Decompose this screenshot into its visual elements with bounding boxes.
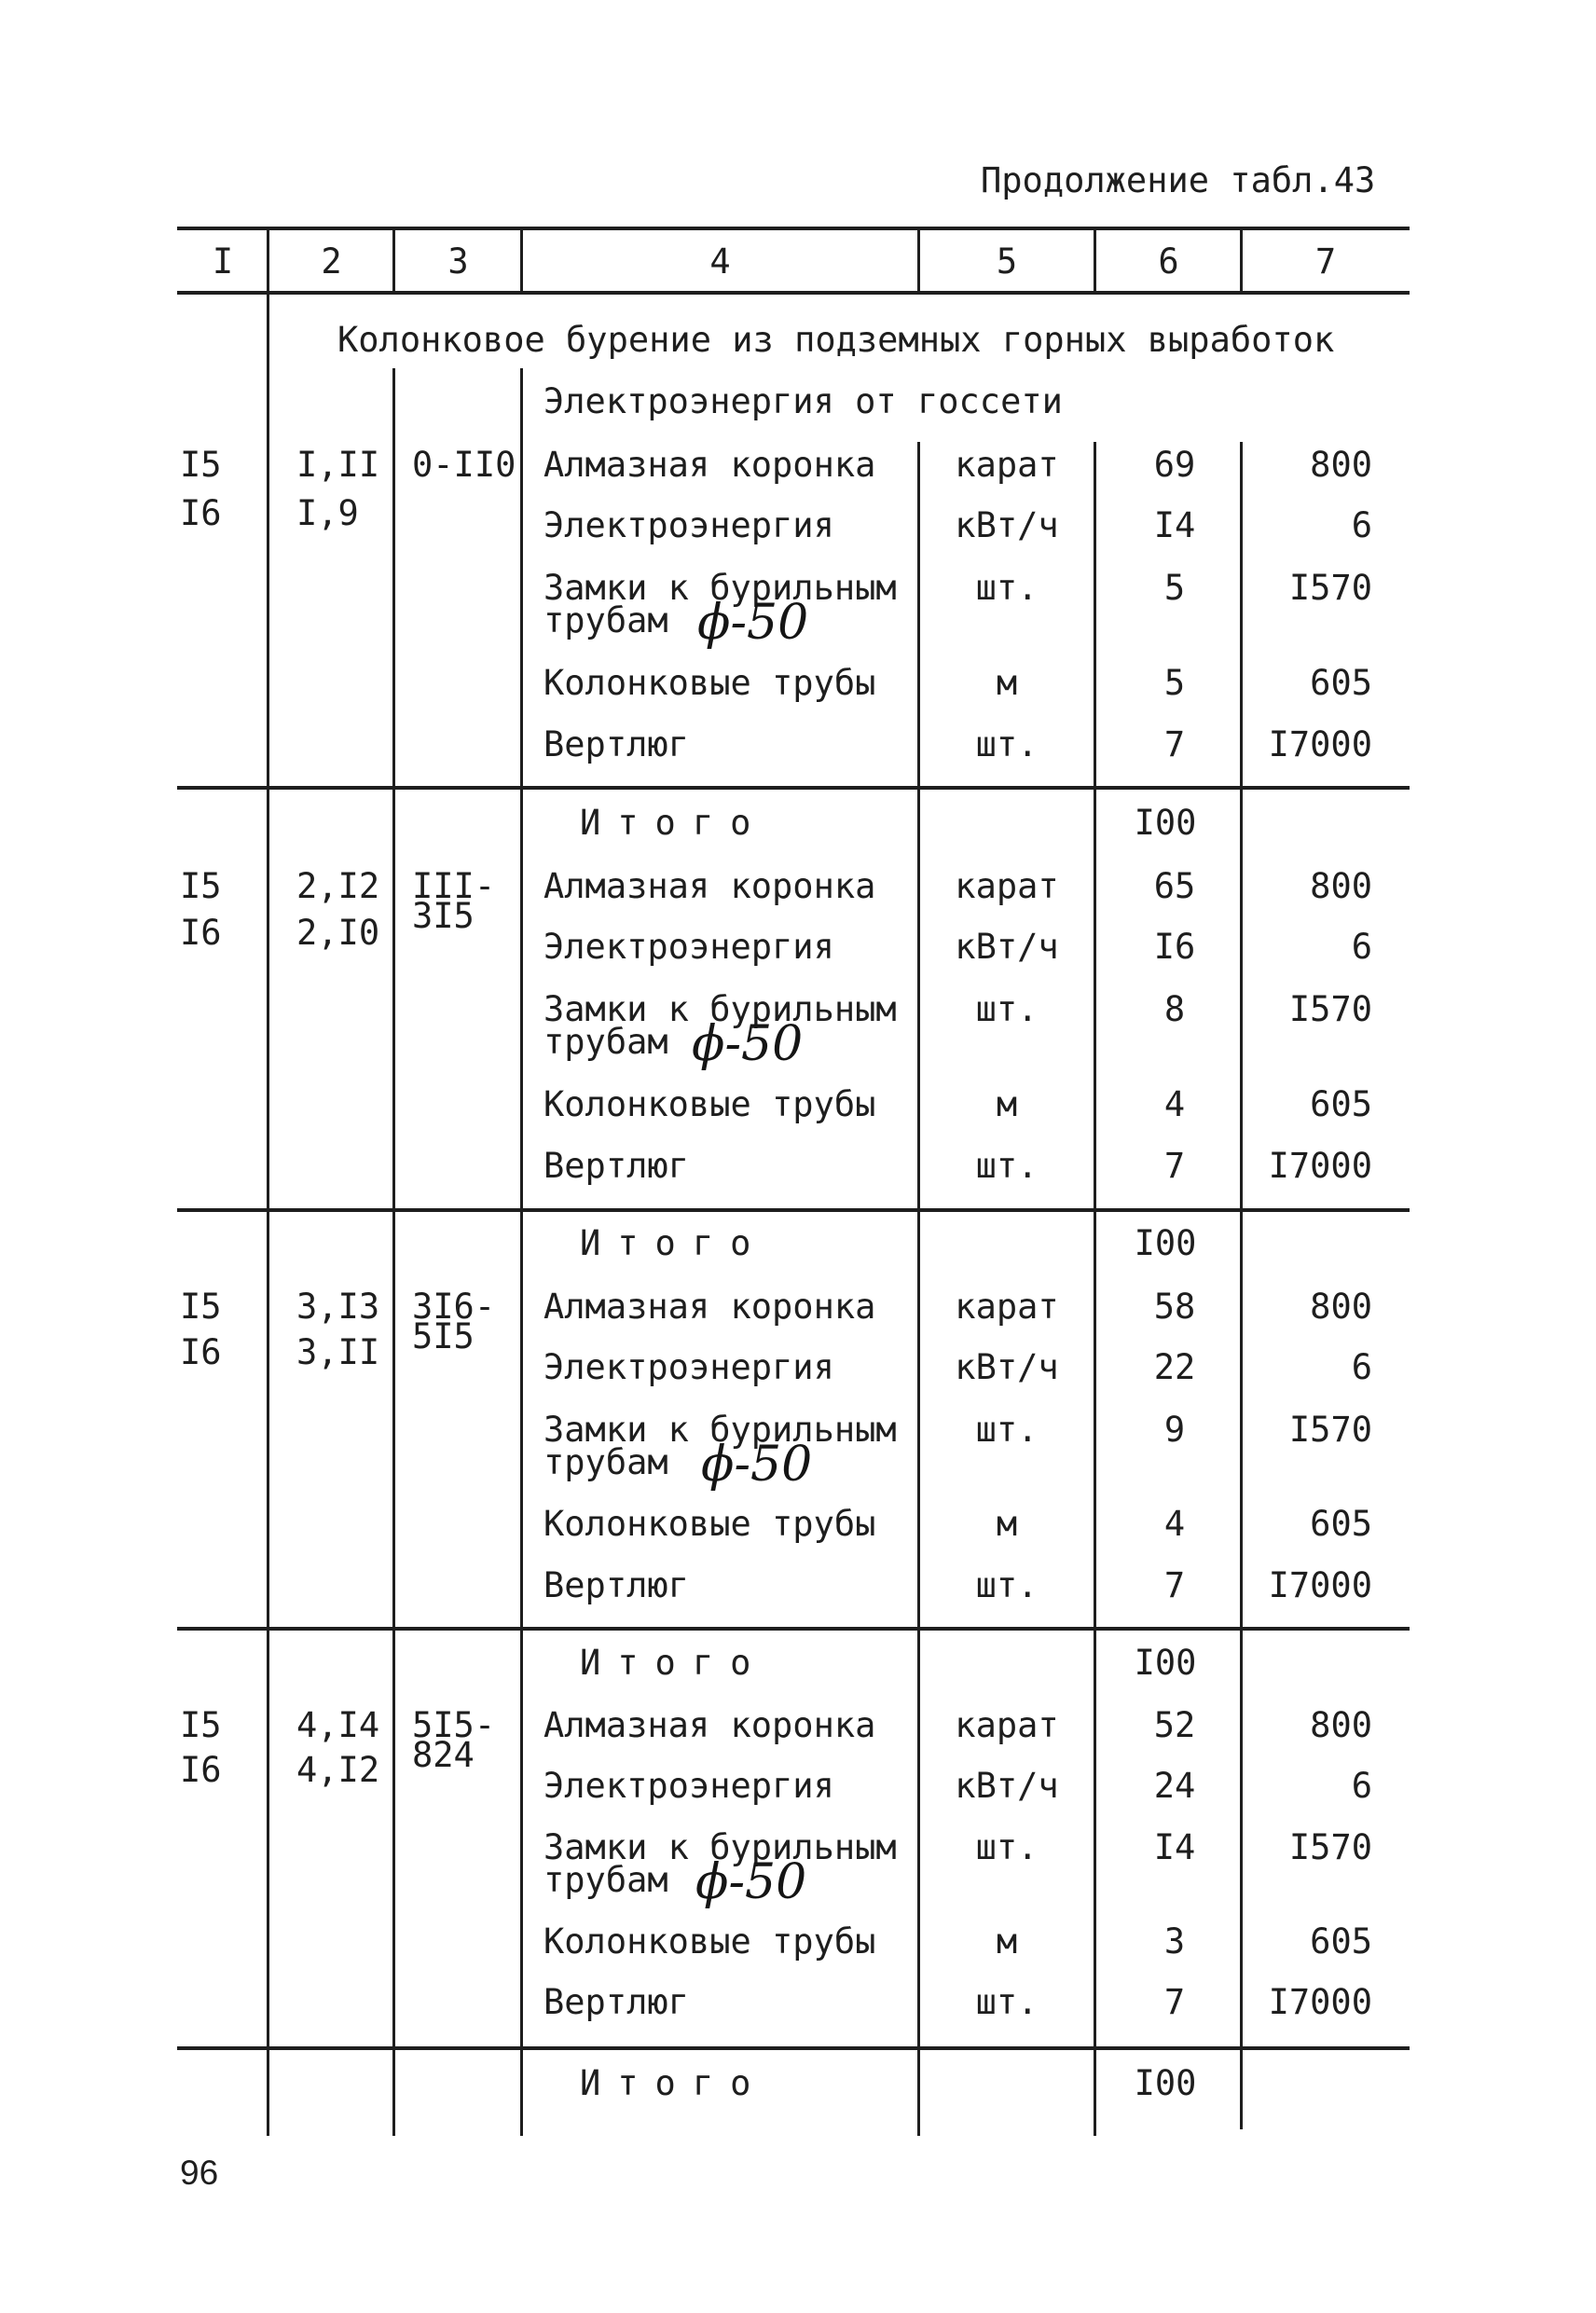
row-qty: 5 <box>1163 568 1186 608</box>
row-unit: кВт/ч <box>955 505 1059 545</box>
row-name: Вертлюг <box>543 1146 689 1186</box>
row-qty: 4 <box>1163 1504 1186 1544</box>
row-unit: шт. <box>975 1982 1039 2022</box>
row-unit: кВт/ч <box>955 1347 1059 1387</box>
row-unit: кВт/ч <box>955 1766 1059 1806</box>
row-qty: I4 <box>1153 505 1196 545</box>
column-header-4: 4 <box>709 241 731 282</box>
row-name: Вертлюг <box>543 724 689 764</box>
row-qty: 3 <box>1163 1921 1186 1962</box>
row-price: I7000 <box>1268 1146 1372 1186</box>
row-unit: шт. <box>975 989 1039 1029</box>
row-name: Замки к бурильным <box>543 989 897 1029</box>
page-number: 96 <box>180 2154 219 2192</box>
row-unit: м <box>996 663 1018 703</box>
row-qty: 65 <box>1153 866 1196 906</box>
row-qty: 7 <box>1163 1565 1186 1605</box>
row-price: 6 <box>1351 1347 1372 1387</box>
total-label: Итого <box>580 1643 768 1683</box>
row-name-cont: трубам <box>543 600 668 640</box>
row-name: Замки к бурильным <box>543 568 897 608</box>
col2-value: I,9 <box>296 493 359 533</box>
row-price: I7000 <box>1268 1565 1372 1605</box>
col3-value: 3I5 <box>412 896 475 936</box>
section-title: Колонковое бурение из подземных горных выработок <box>337 320 1335 360</box>
col1-value: I5 <box>180 1287 222 1327</box>
header-separator <box>392 229 395 291</box>
row-price: 800 <box>1310 866 1372 906</box>
table-caption: Продолжение табл.43 <box>981 160 1376 200</box>
row-name: Электроэнергия <box>543 1766 834 1806</box>
total-value: I00 <box>1134 1643 1197 1683</box>
col1-value: I5 <box>180 445 222 485</box>
row-unit: шт. <box>975 1410 1039 1450</box>
header-separator <box>917 229 920 291</box>
column-header-1: I <box>212 241 234 282</box>
row-name: Электроэнергия <box>543 927 834 967</box>
row-price: 800 <box>1310 1287 1372 1327</box>
handwritten-note: ϕ-50 <box>697 595 809 651</box>
row-unit: шт. <box>975 568 1039 608</box>
row-price: I570 <box>1288 1827 1372 1867</box>
row-price: 6 <box>1351 927 1372 967</box>
col2-value: 4,I2 <box>296 1750 380 1790</box>
group-separator-rule <box>177 786 1410 790</box>
row-qty: 52 <box>1153 1705 1196 1745</box>
row-unit: шт. <box>975 1827 1039 1867</box>
col2-value: 4,I4 <box>296 1705 380 1745</box>
row-price: 6 <box>1351 505 1372 545</box>
row-unit: карат <box>955 445 1059 485</box>
row-price: 800 <box>1310 1705 1372 1745</box>
column-rule-2 <box>267 295 269 2136</box>
total-value: I00 <box>1134 1223 1197 1263</box>
col2-value: 3,II <box>296 1332 380 1372</box>
handwritten-note: ϕ-50 <box>692 1016 804 1072</box>
row-price: I570 <box>1288 989 1372 1029</box>
total-label: Итого <box>580 1223 768 1263</box>
row-price: 605 <box>1310 1504 1372 1544</box>
row-qty: 5 <box>1163 663 1186 703</box>
row-name-cont: трубам <box>543 1442 668 1482</box>
total-value: I00 <box>1134 803 1197 843</box>
row-name: Колонковые трубы <box>543 663 876 703</box>
row-unit: м <box>996 1921 1018 1962</box>
row-price: 800 <box>1310 445 1372 485</box>
row-price: 605 <box>1310 1084 1372 1124</box>
column-header-2: 2 <box>321 241 342 282</box>
col3-value: 5I5- <box>412 1705 496 1745</box>
header-separator <box>520 229 523 291</box>
row-name: Замки к бурильным <box>543 1827 897 1867</box>
col1-value: I6 <box>180 1332 222 1372</box>
row-qty: 7 <box>1163 1982 1186 2022</box>
row-name: Вертлюг <box>543 1565 689 1605</box>
row-name: Электроэнергия <box>543 1347 834 1387</box>
column-header-5: 5 <box>996 241 1018 282</box>
row-name: Вертлюг <box>543 1982 689 2022</box>
row-name: Алмазная коронка <box>543 445 876 485</box>
col1-value: I5 <box>180 1705 222 1745</box>
row-qty: 8 <box>1163 989 1186 1029</box>
group-separator-rule <box>177 2046 1410 2050</box>
col1-value: I6 <box>180 493 222 533</box>
row-name-cont: трубам <box>543 1022 668 1062</box>
group-separator-rule <box>177 1208 1410 1212</box>
row-name: Замки к бурильным <box>543 1410 897 1450</box>
col1-value: I5 <box>180 866 222 906</box>
column-rule-3 <box>392 368 395 2136</box>
row-name: Колонковые трубы <box>543 1504 876 1544</box>
row-price: I7000 <box>1268 724 1372 764</box>
subsection-title: Электроэнергия от госсети <box>543 381 1063 421</box>
col2-value: 2,I0 <box>296 913 380 953</box>
row-qty: 69 <box>1153 445 1196 485</box>
col3-value: 5I5 <box>412 1316 475 1356</box>
row-name: Алмазная коронка <box>543 1705 876 1745</box>
row-name: Алмазная коронка <box>543 1287 876 1327</box>
row-qty: 24 <box>1153 1766 1196 1806</box>
header-separator <box>267 229 269 291</box>
row-name: Колонковые трубы <box>543 1921 876 1962</box>
col1-value: I6 <box>180 1750 222 1790</box>
row-qty: 9 <box>1163 1410 1186 1450</box>
col1-value: I6 <box>180 913 222 953</box>
row-unit: м <box>996 1084 1018 1124</box>
row-qty: 58 <box>1153 1287 1196 1327</box>
col3-value: 824 <box>412 1735 475 1775</box>
col3-value: III- <box>412 866 496 906</box>
row-qty: I4 <box>1153 1827 1196 1867</box>
row-unit: карат <box>955 1705 1059 1745</box>
col2-value: I,II <box>296 445 380 485</box>
header-separator <box>1240 229 1243 291</box>
row-unit: шт. <box>975 724 1039 764</box>
row-name-cont: трубам <box>543 1860 668 1900</box>
row-qty: 7 <box>1163 724 1186 764</box>
row-unit: м <box>996 1504 1018 1544</box>
column-rule-4 <box>520 368 523 2136</box>
header-top-rule <box>177 227 1410 230</box>
col2-value: 3,I3 <box>296 1287 380 1327</box>
handwritten-note: ϕ-50 <box>695 1854 807 1910</box>
header-separator <box>1094 229 1096 291</box>
row-price: 605 <box>1310 663 1372 703</box>
row-unit: карат <box>955 1287 1059 1327</box>
group-separator-rule <box>177 1627 1410 1631</box>
row-unit: карат <box>955 866 1059 906</box>
column-header-7: 7 <box>1314 241 1337 282</box>
row-qty: I6 <box>1153 927 1196 967</box>
row-name: Электроэнергия <box>543 505 834 545</box>
row-unit: шт. <box>975 1146 1039 1186</box>
row-name: Колонковые трубы <box>543 1084 876 1124</box>
row-price: 605 <box>1310 1921 1372 1962</box>
total-value: I00 <box>1134 2063 1197 2103</box>
header-bottom-rule <box>177 291 1410 295</box>
row-price: 6 <box>1351 1766 1372 1806</box>
column-header-6: 6 <box>1158 241 1179 282</box>
row-price: I7000 <box>1268 1982 1372 2022</box>
row-price: I570 <box>1288 1410 1372 1450</box>
total-label: Итого <box>580 803 768 843</box>
row-qty: 4 <box>1163 1084 1186 1124</box>
row-qty: 22 <box>1153 1347 1196 1387</box>
row-name: Алмазная коронка <box>543 866 876 906</box>
row-qty: 7 <box>1163 1146 1186 1186</box>
col3-value: 3I6- <box>412 1287 496 1327</box>
handwritten-note: ϕ-50 <box>701 1437 813 1493</box>
row-unit: кВт/ч <box>955 927 1059 967</box>
total-label: Итого <box>580 2063 768 2103</box>
row-unit: шт. <box>975 1565 1039 1605</box>
col3-value: 0-II0 <box>412 445 516 485</box>
column-header-3: 3 <box>447 241 469 282</box>
col2-value: 2,I2 <box>296 866 380 906</box>
row-price: I570 <box>1288 568 1372 608</box>
